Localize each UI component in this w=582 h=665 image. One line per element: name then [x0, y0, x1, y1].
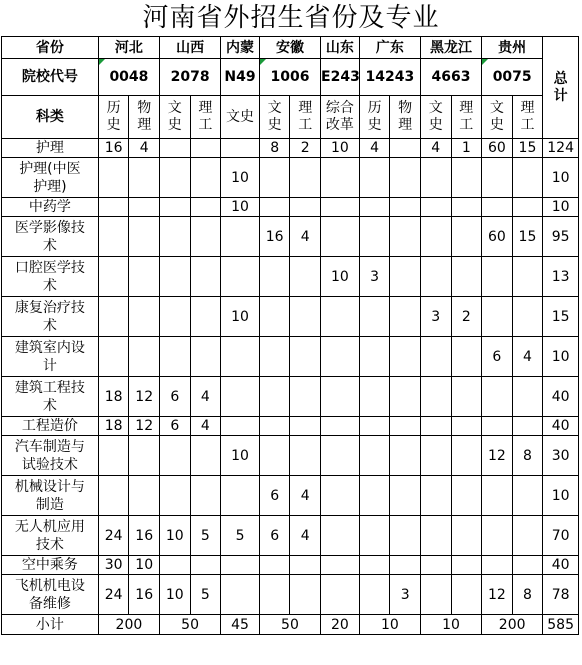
quota-cell	[221, 217, 260, 257]
major-name: 无人机应用技术	[2, 516, 99, 556]
quota-cell	[512, 257, 543, 297]
quota-cell	[321, 476, 360, 516]
quota-cell	[221, 417, 260, 436]
subtotal-label: 小计	[2, 615, 99, 635]
quota-cell: 10	[160, 575, 191, 615]
quota-cell: 4	[129, 139, 160, 158]
quota-cell	[259, 575, 290, 615]
table-row	[2, 436, 579, 476]
quota-cell: 4	[420, 139, 451, 158]
quota-cell	[129, 476, 160, 516]
school-code: E243	[321, 59, 360, 96]
quota-cell	[451, 476, 482, 516]
table-row	[2, 198, 579, 217]
quota-cell	[482, 198, 513, 217]
quota-cell	[221, 337, 260, 377]
quota-cell	[259, 337, 290, 377]
subject-cell: 文史	[160, 96, 191, 139]
quota-cell: 12	[129, 417, 160, 436]
row-total: 40	[543, 377, 579, 417]
quota-cell	[451, 575, 482, 615]
quota-cell: 5	[190, 516, 221, 556]
quota-cell: 10	[160, 516, 191, 556]
major-name: 机械设计与制造	[2, 476, 99, 516]
quota-cell	[482, 516, 513, 556]
quota-cell	[259, 198, 290, 217]
subject-cell: 理工	[451, 96, 482, 139]
quota-cell	[512, 158, 543, 198]
table-row	[2, 217, 579, 257]
quota-cell	[321, 436, 360, 476]
quota-cell	[98, 198, 129, 217]
province-name: 河北	[98, 37, 159, 59]
quota-cell	[160, 476, 191, 516]
quota-cell	[482, 417, 513, 436]
quota-cell: 10	[221, 297, 260, 337]
row-total: 124	[543, 139, 579, 158]
quota-cell: 18	[98, 417, 129, 436]
quota-cell: 16	[129, 516, 160, 556]
quota-cell	[359, 556, 390, 575]
quota-cell: 4	[190, 377, 221, 417]
quota-cell	[512, 377, 543, 417]
quota-cell	[482, 257, 513, 297]
quota-cell: 5	[221, 516, 260, 556]
quota-cell	[221, 377, 260, 417]
quota-cell	[512, 476, 543, 516]
row-total: 15	[543, 297, 579, 337]
row-total: 10	[543, 198, 579, 217]
subject-cell: 理工	[512, 96, 543, 139]
quota-cell	[221, 139, 260, 158]
quota-cell	[321, 575, 360, 615]
quota-cell	[190, 476, 221, 516]
quota-cell	[390, 436, 421, 476]
quota-cell	[160, 297, 191, 337]
quota-cell	[321, 337, 360, 377]
quota-cell	[359, 476, 390, 516]
quota-cell	[451, 516, 482, 556]
province-name: 山西	[160, 37, 221, 59]
major-name: 护理	[2, 139, 99, 158]
quota-cell	[290, 158, 321, 198]
quota-cell	[321, 417, 360, 436]
quota-cell	[98, 337, 129, 377]
grand-total: 585	[543, 615, 579, 635]
quota-cell: 16	[259, 217, 290, 257]
subject-label: 科类	[2, 96, 99, 139]
subject-cell: 历史	[98, 96, 129, 139]
row-total: 40	[543, 556, 579, 575]
subject-cell: 历史	[359, 96, 390, 139]
quota-cell	[321, 516, 360, 556]
quota-cell	[359, 337, 390, 377]
quota-cell	[98, 217, 129, 257]
quota-cell: 10	[129, 556, 160, 575]
quota-cell	[98, 476, 129, 516]
quota-cell	[321, 556, 360, 575]
quota-cell	[420, 337, 451, 377]
quota-cell	[359, 158, 390, 198]
row-total: 40	[543, 417, 579, 436]
school-code: 1006	[259, 59, 320, 96]
quota-cell	[420, 198, 451, 217]
major-name: 建筑工程技术	[2, 377, 99, 417]
subtotal-cell: 20	[321, 615, 360, 635]
quota-cell	[359, 516, 390, 556]
quota-cell	[482, 377, 513, 417]
table-row	[2, 337, 579, 377]
quota-cell	[359, 297, 390, 337]
subtotal-cell: 50	[259, 615, 320, 635]
table-row	[2, 297, 579, 337]
major-name: 护理(中医护理)	[2, 158, 99, 198]
quota-cell	[451, 337, 482, 377]
subject-row	[2, 96, 579, 139]
quota-cell	[259, 417, 290, 436]
quota-cell: 60	[482, 139, 513, 158]
major-name: 医学影像技术	[2, 217, 99, 257]
major-name: 中药学	[2, 198, 99, 217]
quota-cell	[290, 198, 321, 217]
quota-cell	[129, 436, 160, 476]
quota-cell	[359, 436, 390, 476]
school-code: 0048	[98, 59, 159, 96]
quota-cell	[290, 575, 321, 615]
subject-cell: 文史	[420, 96, 451, 139]
row-total: 10	[543, 476, 579, 516]
quota-cell	[190, 217, 221, 257]
total-header: 总计	[543, 37, 579, 139]
subtotal-cell: 50	[160, 615, 221, 635]
table-row	[2, 476, 579, 516]
quota-cell: 12	[482, 575, 513, 615]
quota-cell	[321, 377, 360, 417]
school-code: 2078	[160, 59, 221, 96]
quota-cell	[190, 556, 221, 575]
quota-cell: 15	[512, 139, 543, 158]
subject-cell: 理工	[290, 96, 321, 139]
enrollment-table	[1, 36, 579, 635]
school-code: N49	[221, 59, 260, 96]
quota-cell	[482, 556, 513, 575]
subject-cell: 理工	[190, 96, 221, 139]
quota-cell	[98, 158, 129, 198]
quota-cell	[259, 436, 290, 476]
subtotal-cell: 45	[221, 615, 260, 635]
table-row	[2, 257, 579, 297]
row-total: 13	[543, 257, 579, 297]
quota-cell: 30	[98, 556, 129, 575]
quota-cell	[221, 257, 260, 297]
quota-cell	[321, 217, 360, 257]
quota-cell	[129, 297, 160, 337]
quota-cell: 6	[259, 476, 290, 516]
province-label: 省份	[2, 37, 99, 59]
quota-cell	[420, 436, 451, 476]
quota-cell	[259, 556, 290, 575]
quota-cell	[420, 575, 451, 615]
subject-cell: 文史	[482, 96, 513, 139]
province-name: 贵州	[482, 37, 543, 59]
quota-cell	[451, 217, 482, 257]
quota-cell	[390, 417, 421, 436]
quota-cell	[451, 377, 482, 417]
quota-cell	[390, 257, 421, 297]
quota-cell	[390, 297, 421, 337]
quota-cell: 18	[98, 377, 129, 417]
table-row	[2, 575, 579, 615]
quota-cell: 60	[482, 217, 513, 257]
quota-cell	[420, 516, 451, 556]
quota-cell	[512, 516, 543, 556]
quota-cell	[129, 158, 160, 198]
major-name: 口腔医学技术	[2, 257, 99, 297]
quota-cell	[160, 139, 191, 158]
quota-cell	[259, 158, 290, 198]
quota-cell	[512, 556, 543, 575]
subtotal-cell: 200	[482, 615, 543, 635]
quota-cell	[359, 217, 390, 257]
quota-cell	[420, 217, 451, 257]
quota-cell: 8	[259, 139, 290, 158]
quota-cell	[190, 297, 221, 337]
quota-cell	[259, 257, 290, 297]
subtotal-cell: 10	[359, 615, 420, 635]
quota-cell: 10	[321, 257, 360, 297]
quota-cell	[190, 436, 221, 476]
quota-cell	[129, 217, 160, 257]
quota-cell: 4	[290, 516, 321, 556]
quota-cell	[451, 198, 482, 217]
quota-cell: 5	[190, 575, 221, 615]
quota-cell	[390, 516, 421, 556]
quota-cell	[451, 417, 482, 436]
quota-cell	[512, 417, 543, 436]
major-name: 空中乘务	[2, 556, 99, 575]
quota-cell: 6	[259, 516, 290, 556]
quota-cell	[390, 217, 421, 257]
quota-cell	[160, 436, 191, 476]
table-row	[2, 158, 579, 198]
subject-cell: 文史	[259, 96, 290, 139]
quota-cell	[390, 377, 421, 417]
quota-cell: 10	[221, 436, 260, 476]
quota-cell: 24	[98, 575, 129, 615]
quota-cell: 15	[512, 217, 543, 257]
quota-cell	[290, 297, 321, 337]
quota-cell	[420, 257, 451, 297]
quota-cell	[160, 158, 191, 198]
school-code: 0075	[482, 59, 543, 96]
quota-cell	[359, 575, 390, 615]
quota-cell	[290, 337, 321, 377]
quota-cell	[359, 377, 390, 417]
quota-cell	[482, 297, 513, 337]
quota-cell	[359, 417, 390, 436]
quota-cell	[259, 297, 290, 337]
table-row	[2, 139, 579, 158]
quota-cell	[290, 377, 321, 417]
quota-cell: 3	[390, 575, 421, 615]
quota-cell	[390, 158, 421, 198]
subject-cell: 物理	[129, 96, 160, 139]
quota-cell	[98, 297, 129, 337]
quota-cell: 4	[359, 139, 390, 158]
code-row	[2, 59, 579, 96]
row-total: 30	[543, 436, 579, 476]
quota-cell	[259, 377, 290, 417]
quota-cell	[451, 436, 482, 476]
row-total: 10	[543, 158, 579, 198]
quota-cell	[451, 158, 482, 198]
quota-cell: 10	[221, 198, 260, 217]
table-row	[2, 377, 579, 417]
quota-cell	[482, 158, 513, 198]
row-total: 78	[543, 575, 579, 615]
row-total: 10	[543, 337, 579, 377]
quota-cell	[129, 337, 160, 377]
quota-cell	[482, 476, 513, 516]
quota-cell	[190, 158, 221, 198]
quota-cell	[160, 198, 191, 217]
quota-cell	[221, 575, 260, 615]
province-name: 内蒙	[221, 37, 260, 59]
province-row	[2, 37, 579, 59]
quota-cell	[190, 139, 221, 158]
quota-cell: 4	[190, 417, 221, 436]
major-name: 汽车制造与试验技术	[2, 436, 99, 476]
quota-cell: 24	[98, 516, 129, 556]
quota-cell: 6	[482, 337, 513, 377]
subtotal-cell: 200	[98, 615, 159, 635]
quota-cell: 4	[512, 337, 543, 377]
quota-cell: 10	[321, 139, 360, 158]
quota-cell: 16	[129, 575, 160, 615]
major-name: 康复治疗技术	[2, 297, 99, 337]
quota-cell: 4	[290, 476, 321, 516]
quota-cell: 12	[482, 436, 513, 476]
quota-cell	[321, 297, 360, 337]
quota-cell	[390, 556, 421, 575]
quota-cell: 4	[290, 217, 321, 257]
table-row	[2, 417, 579, 436]
quota-cell	[512, 297, 543, 337]
subject-cell: 文史	[221, 96, 260, 139]
quota-cell	[160, 257, 191, 297]
province-name: 安徽	[259, 37, 320, 59]
quota-cell: 10	[221, 158, 260, 198]
quota-cell	[129, 198, 160, 217]
quota-cell	[290, 257, 321, 297]
quota-cell: 6	[160, 377, 191, 417]
province-name: 山东	[321, 37, 360, 59]
quota-cell	[160, 337, 191, 377]
quota-cell: 2	[451, 297, 482, 337]
quota-cell	[221, 556, 260, 575]
quota-cell	[420, 417, 451, 436]
subject-cell: 物理	[390, 96, 421, 139]
school-code: 14243	[359, 59, 420, 96]
quota-cell	[512, 198, 543, 217]
code-label: 院校代号	[2, 59, 99, 96]
quota-cell: 8	[512, 575, 543, 615]
quota-cell	[359, 198, 390, 217]
row-total: 70	[543, 516, 579, 556]
subject-cell: 综合改革	[321, 96, 360, 139]
page-title: 河南省外招生省份及专业	[142, 3, 440, 33]
subtotal-cell: 10	[420, 615, 481, 635]
quota-cell	[390, 198, 421, 217]
school-code: 4663	[420, 59, 481, 96]
major-name: 工程造价	[2, 417, 99, 436]
quota-cell	[290, 436, 321, 476]
quota-cell: 8	[512, 436, 543, 476]
quota-cell	[221, 476, 260, 516]
quota-cell	[420, 158, 451, 198]
quota-cell	[98, 436, 129, 476]
quota-cell	[290, 417, 321, 436]
quota-cell	[190, 257, 221, 297]
subtotal-row	[2, 615, 579, 635]
quota-cell	[290, 556, 321, 575]
quota-cell: 6	[160, 417, 191, 436]
quota-cell	[98, 257, 129, 297]
row-total: 95	[543, 217, 579, 257]
quota-cell	[451, 556, 482, 575]
quota-cell	[321, 198, 360, 217]
quota-cell: 3	[420, 297, 451, 337]
quota-cell: 16	[98, 139, 129, 158]
quota-cell: 3	[359, 257, 390, 297]
table-row	[2, 556, 579, 575]
quota-cell	[390, 476, 421, 516]
quota-cell	[451, 257, 482, 297]
quota-cell: 12	[129, 377, 160, 417]
quota-cell	[420, 476, 451, 516]
quota-cell: 1	[451, 139, 482, 158]
quota-cell	[420, 556, 451, 575]
province-name: 广东	[359, 37, 420, 59]
quota-cell	[390, 139, 421, 158]
quota-cell	[160, 217, 191, 257]
major-name: 飞机机电设备维修	[2, 575, 99, 615]
major-name: 建筑室内设计	[2, 337, 99, 377]
quota-cell	[190, 198, 221, 217]
quota-cell	[129, 257, 160, 297]
quota-cell: 2	[290, 139, 321, 158]
table-row	[2, 516, 579, 556]
quota-cell	[160, 556, 191, 575]
quota-cell	[321, 158, 360, 198]
quota-cell	[190, 337, 221, 377]
province-name: 黑龙江	[420, 37, 481, 59]
quota-cell	[390, 337, 421, 377]
quota-cell	[420, 377, 451, 417]
